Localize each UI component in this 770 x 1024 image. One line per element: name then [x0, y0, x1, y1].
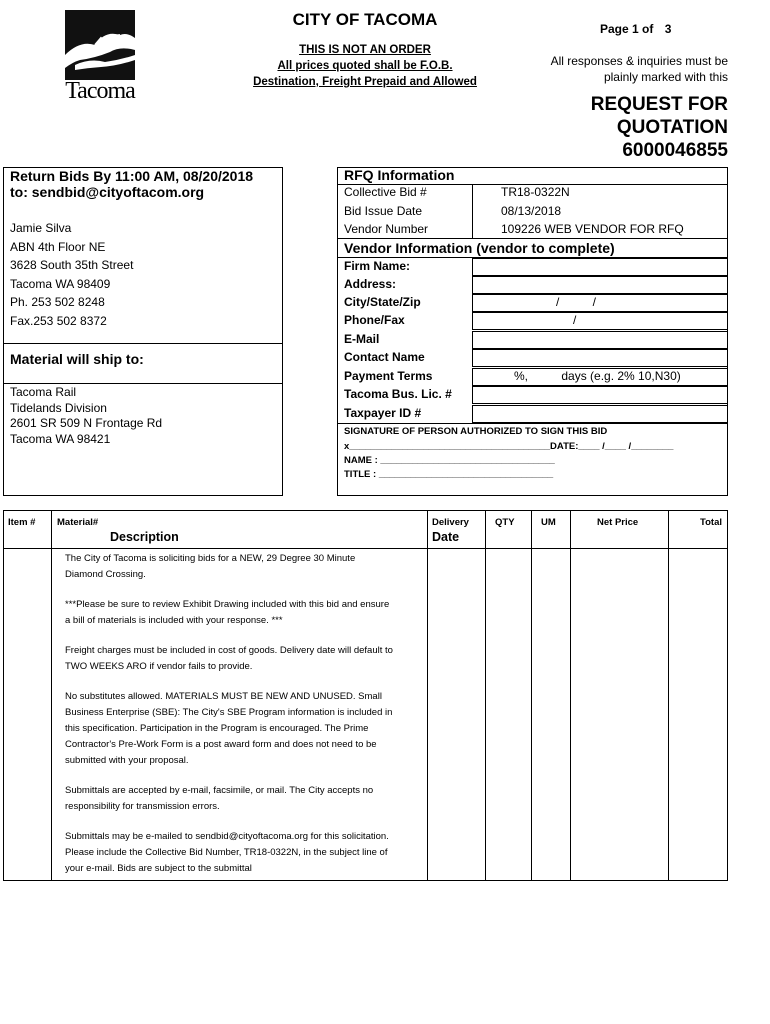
rfq-value-bid: TR18-0322N — [501, 185, 570, 199]
rfq-value-vendor-number: 109226 WEB VENDOR FOR RFQ — [501, 222, 684, 236]
responses-note-1: All responses & inquiries must be — [550, 54, 728, 68]
business-license-field[interactable] — [472, 386, 728, 404]
col-item: Item # — [8, 517, 36, 528]
contact-line: ABN 4th Floor NE — [10, 239, 106, 254]
col-um: UM — [541, 517, 556, 528]
ship-to-line: Tacoma WA 98421 — [10, 431, 111, 446]
description-paragraph: Freight charges must be included in cost of goods. Delivery date will default to TWO WEEKS ARO if vendor fails to provide. — [65, 645, 393, 672]
city-state-zip-separators: / / — [556, 295, 597, 309]
vendor-label-taxpayer: Taxpayer ID # — [344, 406, 422, 420]
description-paragraph: The City of Tacoma is soliciting bids for a NEW, 29 Degree 30 Minute Diamond Crossing. — [65, 553, 356, 580]
return-bids-deadline: Return Bids By 11:00 AM, 08/20/2018 — [10, 168, 254, 184]
description-paragraph: Submittals may be e-mailed to sendbid@cityoftacoma.org for this solicitation. Please include the Collective Bid Number, TR18-0322N, in the subject line of your e-mail. Bids are subject to the submittal — [65, 831, 389, 874]
rfq-label-issue-date: Bid Issue Date — [344, 204, 423, 218]
city-logo — [65, 10, 135, 112]
freight-notice: Destination, Freight Prepaid and Allowed — [253, 76, 477, 88]
col-total: Total — [700, 517, 722, 528]
rfq-value-issue-date: 08/13/2018 — [501, 204, 562, 218]
page-total: 3 — [664, 22, 672, 36]
contact-line: Ph. 253 502 8248 — [10, 295, 105, 309]
description-paragraph: Submittals are accepted by e-mail, facsimile, or mail. The City accepts no responsibility for transmission errors. — [65, 785, 374, 812]
contact-line: Jamie Silva — [10, 221, 72, 235]
contact-line: Fax.253 502 8372 — [10, 313, 107, 328]
rfq-label-vendor-number: Vendor Number — [344, 222, 429, 236]
contact-block — [10, 219, 133, 330]
address-field[interactable] — [472, 276, 728, 294]
vendor-label-firm: Firm Name: — [344, 259, 411, 273]
vendor-label-contact: Contact Name — [344, 350, 425, 364]
phone-fax-field[interactable] — [472, 312, 728, 330]
contact-name-field[interactable] — [472, 349, 728, 367]
description-paragraph: No substitutes allowed. MATERIALS MUST BE NEW AND UNUSED. Small Business Enterprise (SBE): The City's SBE Program information is included in this specification. Participation in the Program is encouraged. The Prime Contractor's Pre-Work Form is a post award form and does not need to be submitted with your proposal. — [65, 691, 393, 766]
vendor-label-phone: Phone/Fax — [344, 313, 405, 327]
taxpayer-id-field[interactable] — [472, 405, 728, 423]
rfq-title-line1: REQUEST FOR — [590, 94, 728, 115]
item-description — [65, 551, 395, 891]
phone-fax-separator: / — [573, 313, 577, 327]
logo-wordmark: Tacoma — [65, 78, 135, 104]
signature-heading: SIGNATURE OF PERSON AUTHORIZED TO SIGN THIS BID — [344, 426, 608, 437]
vendor-label-payment: Payment Terms — [344, 369, 433, 383]
rfq-label-bid: Collective Bid # — [344, 185, 427, 199]
page-label: Page 1 of — [600, 22, 654, 36]
col-description: Description — [110, 530, 179, 544]
vendor-label-email: E-Mail — [344, 332, 380, 346]
vendor-info-title: Vendor Information (vendor to complete) — [344, 240, 615, 256]
ship-to-line: 2601 SR 509 N Frontage Rd — [10, 416, 163, 430]
ship-to-title: Material will ship to: — [10, 351, 144, 367]
ship-to-address — [10, 385, 162, 447]
vendor-label-license: Tacoma Bus. Lic. # — [344, 387, 452, 401]
col-net-price: Net Price — [597, 517, 639, 528]
page-indicator — [600, 22, 730, 36]
not-an-order-notice: THIS IS NOT AN ORDER — [299, 44, 431, 56]
rfq-title-line2: QUOTATION — [616, 117, 728, 138]
city-state-zip-field[interactable] — [472, 294, 728, 312]
signature-name-line[interactable]: NAME : _________________________________ — [344, 455, 555, 466]
signature-line[interactable]: x______________________________________DATE:____ /____ /________ — [344, 441, 674, 452]
firm-name-field[interactable] — [472, 258, 728, 276]
fob-notice: All prices quoted shall be F.O.B. — [277, 60, 453, 72]
signature-title-line[interactable]: TITLE : _________________________________ — [344, 469, 554, 480]
email-field[interactable] — [472, 331, 728, 349]
col-qty: QTY — [495, 517, 515, 528]
contact-line: Tacoma WA 98409 — [10, 276, 111, 291]
responses-note-2: plainly marked with this — [603, 70, 728, 84]
return-bids-email: to: sendbid@cityoftacom.org — [10, 184, 205, 200]
vendor-label-city: City/State/Zip — [344, 295, 421, 309]
description-paragraph: ***Please be sure to review Exhibit Drawing included with this bid and ensure a bill of materials is included with your response. *** — [65, 599, 390, 626]
col-date: Date — [432, 530, 460, 544]
rfq-number: 6000046855 — [622, 140, 728, 161]
payment-terms-template: %, days (e.g. 2% 10,N30) — [514, 369, 681, 383]
ship-to-line: Tacoma Rail — [10, 385, 77, 399]
col-delivery: Delivery — [432, 517, 469, 528]
ship-to-line: Tidelands Division — [10, 400, 107, 415]
city-title: CITY OF TACOMA — [292, 10, 438, 29]
rfq-info-title: RFQ Information — [344, 167, 455, 183]
contact-line: 3628 South 35th Street — [10, 258, 134, 272]
vendor-label-address: Address: — [344, 277, 397, 291]
col-material: Material# — [57, 517, 99, 528]
